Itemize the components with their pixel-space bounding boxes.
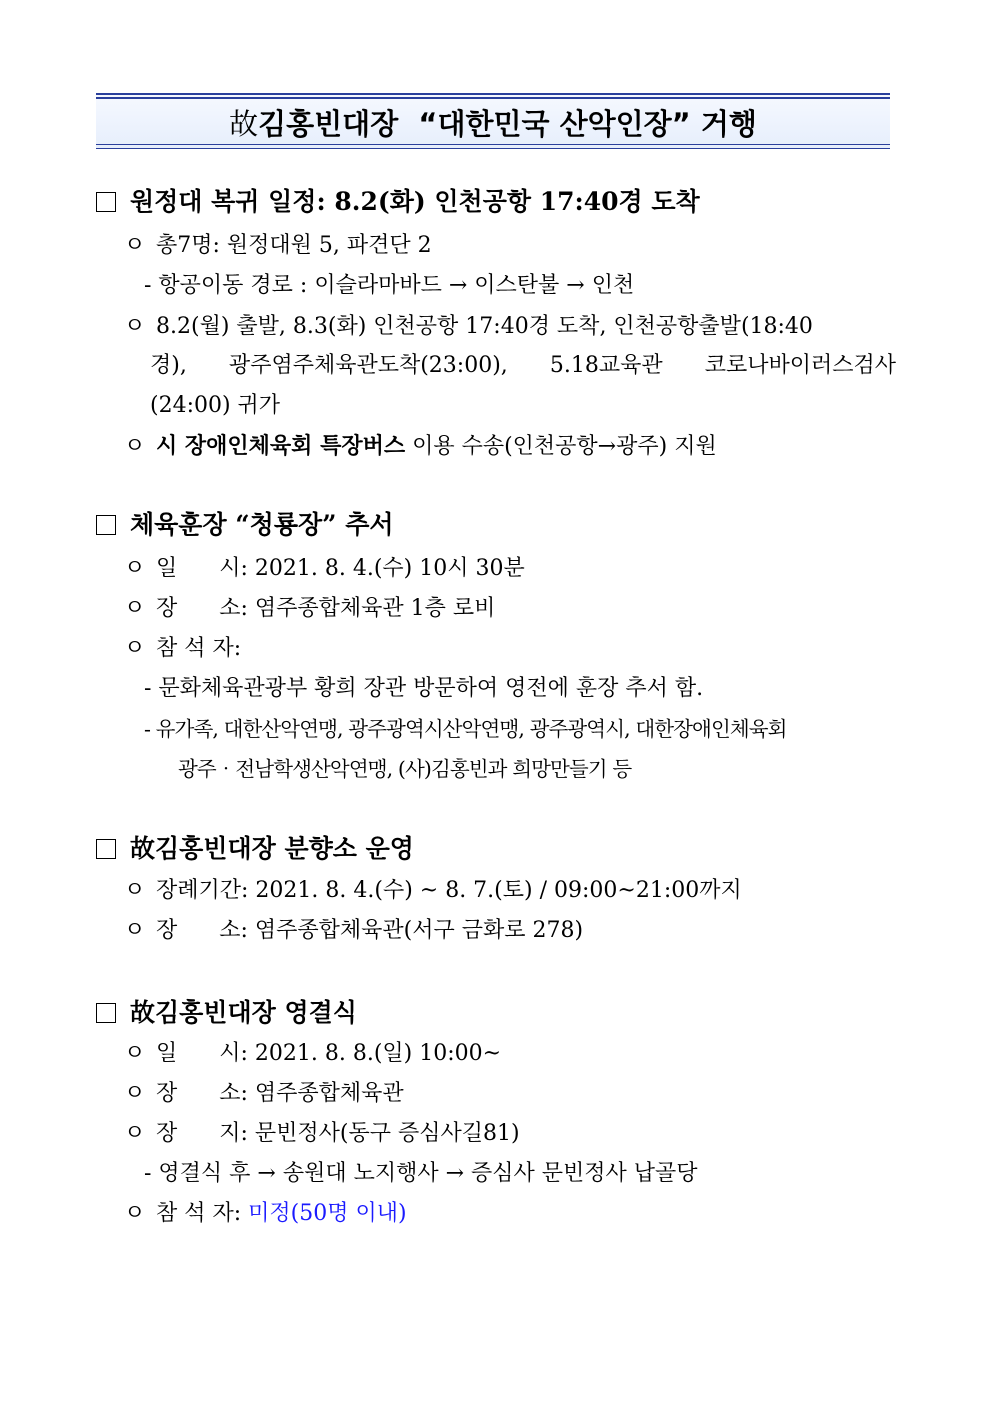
list-item: ㅇ 참 석 자: 미정(50명 이내) — [124, 1201, 407, 1226]
circle-bullet-icon: ㅇ — [124, 556, 146, 581]
circle-bullet-icon: ㅇ — [124, 596, 146, 621]
list-item: ㅇ 장 소: 염주종합체육관(서구 금화로 278) — [124, 918, 584, 943]
list-item: - 영결식 후 → 송원대 노지행사 → 증심사 문빈정사 납골당 — [144, 1161, 698, 1186]
page-title: 故김홍빈대장 “대한민국 산악인장” 거행 — [229, 107, 757, 141]
checkbox-icon — [96, 1003, 116, 1023]
attendees-undecided: 미정(50명 이내) — [248, 1201, 407, 1226]
list-item: - 유가족, 대한산악연맹, 광주광역시산악연맹, 광주광역시, 대한장애인체육회 — [144, 717, 787, 741]
circle-bullet-icon: ㅇ — [124, 233, 146, 258]
circle-bullet-icon: ㅇ — [124, 434, 146, 459]
list-item: - 문화체육관광부 황희 장관 방문하여 영전에 훈장 추서 함. — [144, 676, 704, 701]
list-item: ㅇ 참 석 자: — [124, 636, 242, 661]
list-item: ㅇ 장 소: 염주종합체육관 1층 로비 — [124, 596, 496, 621]
checkbox-icon — [96, 192, 116, 212]
list-item: ㅇ 장례기간: 2021. 8. 4.(수) ~ 8. 7.(토) / 09:00~21:00까지 — [124, 878, 742, 903]
circle-bullet-icon: ㅇ — [124, 878, 146, 903]
title-banner — [96, 93, 890, 149]
list-item: ㅇ 일 시: 2021. 8. 4.(수) 10시 30분 — [124, 556, 525, 581]
checkbox-icon — [96, 515, 116, 535]
circle-bullet-icon: ㅇ — [124, 1201, 146, 1226]
list-item: ㅇ 총7명: 원정대원 5, 파견단 2 — [124, 233, 432, 258]
circle-bullet-icon: ㅇ — [124, 314, 146, 339]
section-heading-funeral: 故김홍빈대장 영결식 — [96, 999, 357, 1027]
list-item-continued: 광주‧전남학생산악연맹, (사)김홍빈과 희망만들기 등 — [178, 757, 632, 781]
list-item: ㅇ 8.2(월) 출발, 8.3(화) 인천공항 17:40경 도착, 인천공항출발(18:40 — [124, 314, 813, 339]
list-item: ㅇ 장 지: 문빈정사(동구 증심사길81) — [124, 1121, 520, 1146]
checkbox-icon — [96, 839, 116, 859]
list-item: ㅇ 시 장애인체육회 특장버스 이용 수송(인천공항→광주) 지원 — [124, 433, 717, 459]
circle-bullet-icon: ㅇ — [124, 636, 146, 661]
list-item: - 항공이동 경로 : 이슬라마바드 → 이스탄불 → 인천 — [144, 273, 635, 298]
circle-bullet-icon: ㅇ — [124, 1121, 146, 1146]
circle-bullet-icon: ㅇ — [124, 918, 146, 943]
section-heading-return-schedule: 원정대 복귀 일정: 8.2(화) 인천공항 17:40경 도착 — [96, 188, 700, 216]
list-item-continued: (24:00) 귀가 — [150, 393, 281, 418]
circle-bullet-icon: ㅇ — [124, 1041, 146, 1066]
section-heading-medal: 체육훈장 “청룡장” 추서 — [96, 511, 394, 539]
list-item-continued: 경), 광주염주체육관도착(23:00), 5.18교육관 코로나바이러스검사 — [150, 353, 896, 378]
circle-bullet-icon: ㅇ — [124, 1081, 146, 1106]
list-item: ㅇ 장 소: 염주종합체육관 — [124, 1081, 404, 1106]
section-heading-memorial-altar: 故김홍빈대장 분향소 운영 — [96, 835, 414, 863]
list-item: ㅇ 일 시: 2021. 8. 8.(일) 10:00~ — [124, 1041, 502, 1066]
